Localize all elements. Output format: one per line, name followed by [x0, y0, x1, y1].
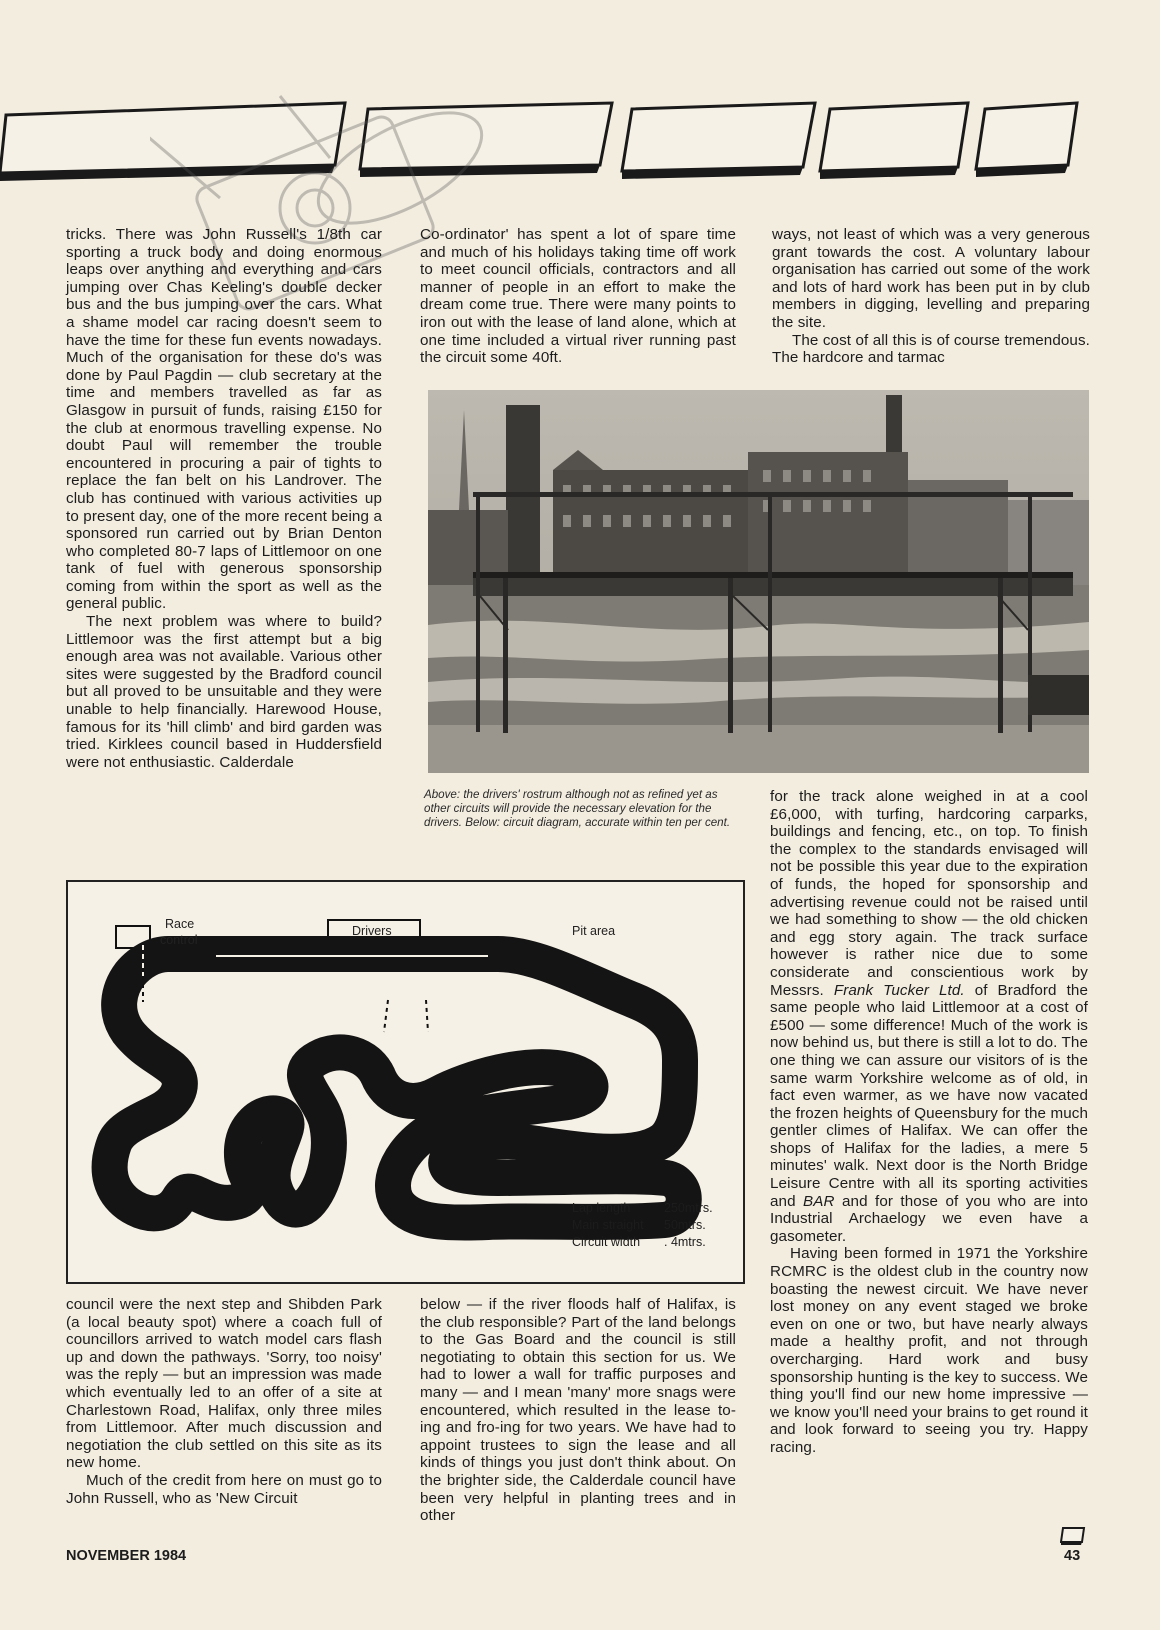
pit-area-label: Pit area [572, 924, 616, 938]
spec-row [572, 1217, 713, 1234]
spec-label: Lap length [572, 1201, 631, 1215]
spec-label: Circuit width [572, 1235, 641, 1249]
drivers-label: Drivers [352, 924, 392, 938]
race-control-line: control [160, 933, 198, 947]
spec-row [572, 1234, 713, 1251]
paragraph: council were the next step and Shibden Park (a local beauty spot) where a coach full of councillors arrived to watch model cars flash up and down the pathways. 'Sorry, too noisy' was the reply — but an impression was made which eventually led to an offer of a site at Charlestown Road, Halifax, only three miles from Littlemoor. After much discussion and negotiation the club settled on this site as its new home. [66, 1296, 382, 1472]
rostrum-photo [428, 390, 1089, 773]
text-run: for the track alone weighed in at a cool £6,000, with turfing, hardcoring carparks, buildings and fencing, etc., on top. To finish the complex to the standards envisaged will not be possible this year due to the expiration of funds, the hoped for sponsorship and advertising revenue could not be raised until we had something to show — the old chicken and egg story again. The track surface however is rather nice due to some considerate and conscientious work by Messrs. [770, 788, 1088, 999]
spec-label: Main straight [572, 1218, 644, 1232]
paragraph: Having been formed in 1971 the Yorkshire RCMRC is the oldest club in the country now boasting the newest circuit. We have never lost money on any event staged we broke even on one or two, but have nearly always made a healthy profit, and not through overcharging. Hard work and busy sponsorship hunting is the key to success. We thing you'll find our new home impressive — we know you'll need your brains to get round it and look forward to seeing you try. Happy racing. [770, 1245, 1088, 1456]
spec-value: . 4mtrs. [664, 1235, 706, 1249]
column-3-continued [770, 788, 1088, 1457]
paragraph [770, 788, 1088, 1245]
text-run: and for those of you who are into Industrial Archaelogy we even have a gasometer. [770, 1192, 1088, 1245]
race-control-label [160, 916, 198, 948]
text-run: of Bradford the same people who laid Littlemoor at a cost of £500 — some difference! Much of the work is now behind us, but there is still a lot to do. The one thing we can assure our visitors of is the same warm Yorkshire welcome as of old, in fact even warmer, as we have now vacated the frozen heights of Queensbury for the much gentler climes of Halifax. We can offer the shops of Halifax for the ladies, a mere 5 minutes' walk. Next door is the North Bridge Leisure Centre with all its sporting activities and [770, 981, 1088, 1210]
spec-value: 50mtrs. [664, 1218, 706, 1232]
column-2-bottom [420, 1296, 736, 1525]
paragraph: Much of the credit from here on must go to John Russell, who as 'New Circuit [66, 1471, 382, 1507]
paragraph: The next problem was where to build? Littlemoor was the first attempt but a big enough area was not available. Various other sites were suggested by the Bradford council but all proved to be unsuitable and they were unable to help financially. Harewood House, famous for its 'hill climb' and bird garden was tried. Kirklees council based in Huddersfield were not enthusiastic. Calderdale [66, 613, 382, 771]
track-path [110, 954, 684, 1223]
company-name: Frank Tucker Ltd. [833, 981, 965, 999]
column-1-top [66, 226, 382, 771]
column-3-top [772, 226, 1090, 367]
page-number: 43 [1064, 1548, 1081, 1564]
spec-row [572, 1200, 713, 1217]
photo-caption: Above: the drivers' rostrum although not as refined yet as other circuits will provide the necessary elevation for the drivers. Below: circuit diagram, accurate within ten per cent. [424, 788, 731, 829]
race-control-line: Race [165, 917, 195, 931]
bar-mention: BAR [803, 1192, 835, 1210]
column-1-bottom [66, 1296, 382, 1507]
paragraph: Co-ordinator' has spent a lot of spare time and much of his holidays taking time off work to meet council officials, contractors and all manner of people in an effort to make the dream come true. There were many points to iron out with the lease of land alone, which at one time included a virtual river running past the circuit some 40ft. [420, 226, 736, 367]
issue-date: NOVEMBER 1984 [66, 1548, 187, 1564]
end-mark-icon [1060, 1526, 1086, 1546]
paragraph: tricks. There was John Russell's 1/8th car sporting a truck body and doing enormous leaps over anything and everything and cars jumping over Chas Keeling's double decker bus and the bus jumping over the cars. What a shame model car racing doesn't seem to have the time for these fun events nowadays. Much of the organisation for these do's was done by Paul Pagdin — club secretary at the time and members travelled as far as Glasgow in pursuit of funds, raising £150 for the club at enormous travelling expense. No doubt Paul will remember the trouble encountered in procuring a pair of tights to replace the fan belt on his Landrover. The club has continued with various activities up to present day, one of the more recent being a sponsored run carried out by Brian Denton who completed 80-7 laps of Littlemoor on one tank of fuel with generous sponsorship coming from within the sport as well as the general public. [66, 226, 382, 613]
circuit-diagram [66, 880, 745, 1284]
paragraph: ways, not least of which was a very generous grant towards the cost. A voluntary labour organisation has carried out some of the work and lots of hard work has been put in by club members in digging, levelling and preparing the site. [772, 226, 1090, 331]
paragraph: The cost of all this is of course tremendous. The hardcore and tarmac [772, 331, 1090, 367]
paragraph: below — if the river floods half of Halifax, is the club responsible? Part of the land belongs to the Gas Board and the council is still negotiating to obtain this section for us. We had to lower a wall for traffic purposes and many — and I mean 'many' more snags were encountered, which resulted in the lease to-ing and fro-ing for two years. We have had to appoint trustees to sign the lease and all kinds of things you just don't think about. On the brighter side, the Calderdale council have been very helpful in planting trees and in other [420, 1296, 736, 1525]
column-2-top [420, 226, 736, 367]
circuit-specs [572, 1200, 713, 1251]
spec-value: 250mtrs. [664, 1201, 713, 1215]
